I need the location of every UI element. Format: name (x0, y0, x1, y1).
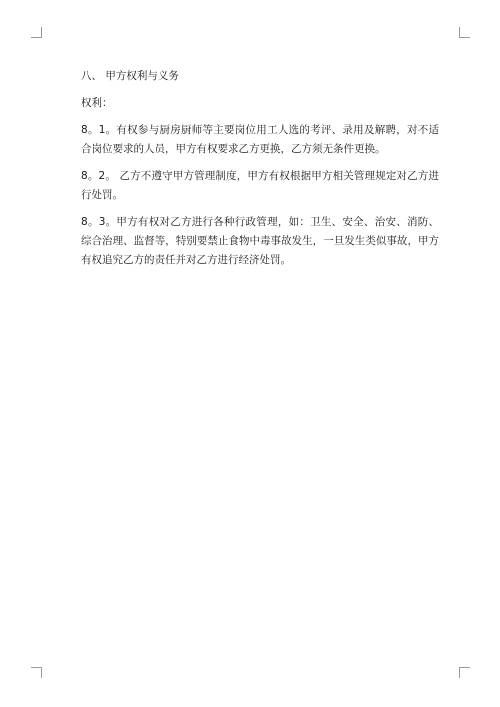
document-body (81, 67, 439, 278)
page-corner-mark-top-left (31, 27, 42, 38)
page-corner-mark-bottom-left (31, 667, 42, 678)
clause-8-3[interactable]: 8。3。甲方有权对乙方进行各种行政管理，如：卫生、安全、治安、消防、综合治理、监督等，特别要禁止食物中毒事故发生，一旦发生类似事故，甲方有权追究乙方的责任并对乙方进行经济处罚。 (81, 216, 439, 266)
rights-label[interactable]: 权利： (81, 97, 113, 109)
section-heading[interactable]: 八、 甲方权利与义务 (81, 70, 179, 82)
clause-8-1[interactable]: 8。1。有权参与厨房厨师等主要岗位用工人选的考评、录用及解聘，对不适合岗位要求的人员，甲方有权要求乙方更换，乙方须无条件更换。 (81, 124, 439, 155)
clause-8-2[interactable]: 8。2。 乙方不遵守甲方管理制度，甲方有权根据甲方相关管理规定对乙方进行处罚。 (81, 170, 439, 201)
page-corner-mark-top-right (459, 27, 470, 38)
page-corner-mark-bottom-right (459, 667, 470, 678)
